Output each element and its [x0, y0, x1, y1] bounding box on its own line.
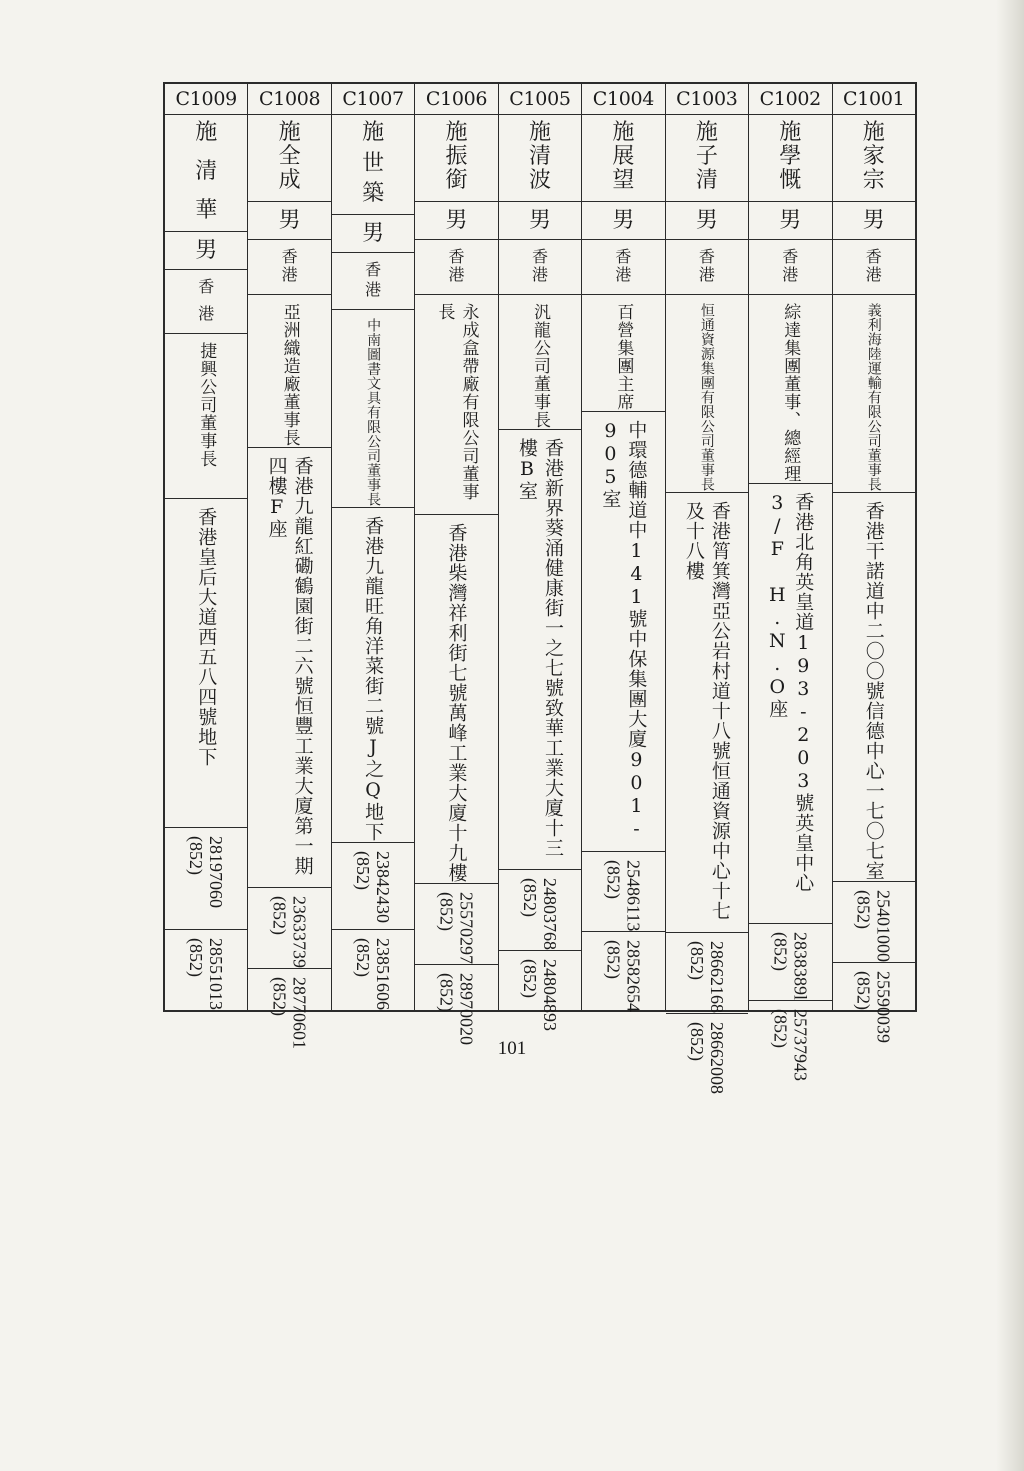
- fax-number: 28770601: [289, 977, 310, 1049]
- entry-telephone: [833, 881, 915, 962]
- name-character: 望: [612, 168, 635, 193]
- entry-address: [499, 429, 581, 869]
- entry-sex: 男: [332, 214, 414, 252]
- entry-name: [415, 114, 497, 201]
- entry-id: C1005: [509, 88, 571, 110]
- telephone-area-code: (852): [853, 889, 874, 929]
- name-character: 家: [862, 144, 885, 169]
- entry-job-title: [582, 294, 664, 411]
- place-character: 香: [198, 276, 215, 296]
- entry-name: [666, 114, 748, 201]
- entry-place: [248, 239, 330, 294]
- entry-fax: [248, 968, 330, 1049]
- telephone-number: 24803768: [539, 878, 560, 950]
- telephone-number: 23842430: [373, 850, 394, 923]
- address-text: 香港九龍旺角洋菜街二號J之Q地下: [362, 515, 385, 842]
- entry-telephone: [666, 932, 748, 1013]
- telephone-area-code: (852): [770, 932, 791, 971]
- entry-address: [582, 411, 664, 851]
- entry-job-title: [666, 294, 748, 492]
- name-character: 施: [862, 120, 885, 145]
- entry-name: [582, 114, 664, 201]
- entry-name: [499, 114, 581, 201]
- place-character: 港: [865, 265, 882, 284]
- entry-address: [165, 498, 247, 826]
- place-character: 港: [198, 303, 215, 323]
- entry-address: [332, 507, 414, 842]
- entry-sex: 男: [749, 201, 831, 239]
- entry-column: [748, 84, 831, 1082]
- place-character: 港: [615, 265, 632, 284]
- entry-telephone: [499, 869, 581, 950]
- address-text: 香港皇后大道西五八四號地下: [195, 507, 218, 768]
- name-character: 施: [278, 120, 301, 145]
- name-character: 華: [195, 197, 218, 223]
- name-character: 清: [695, 168, 718, 193]
- address-text: 香港北角英皇道193-203號英皇中心3/F H.N.O座: [766, 492, 815, 893]
- job-title-text: 亞洲織造廠董事長: [279, 303, 300, 447]
- place-character: 港: [531, 265, 548, 284]
- entry-column: [165, 84, 247, 1010]
- telephone-area-code: (852): [186, 835, 207, 875]
- telephone-area-code: (852): [519, 878, 540, 917]
- name-character: 施: [362, 120, 385, 145]
- address-text: 香港干諾道中二〇〇號信德中心一七〇七室: [862, 500, 885, 881]
- entry-address: [415, 514, 497, 883]
- name-character: 慨: [779, 168, 802, 193]
- name-character: 波: [528, 168, 551, 193]
- entry-telephone: [165, 827, 247, 929]
- fax-area-code: (852): [770, 1009, 791, 1049]
- name-character: 施: [195, 120, 218, 145]
- telephone-number: 23633739: [289, 896, 310, 968]
- fax-area-code: (852): [519, 959, 540, 998]
- entry-fax: [415, 964, 497, 1045]
- job-title-text: 義利海陸運輸有限公司董事長: [865, 303, 882, 492]
- entry-job-title: [833, 294, 915, 492]
- place-character: 香: [531, 247, 548, 266]
- entry-job-title: [415, 294, 497, 514]
- place-character: 港: [448, 265, 465, 284]
- fax-area-code: (852): [853, 970, 874, 1010]
- job-title-text: 恒通資源集團有限公司董事長: [698, 303, 715, 492]
- entry-place: [165, 269, 247, 333]
- fax-area-code: (852): [353, 938, 374, 977]
- place-character: 港: [782, 265, 799, 284]
- name-character: 振: [445, 144, 468, 169]
- entry-column: [414, 84, 497, 1045]
- entry-id: C1004: [592, 88, 655, 110]
- telephone-area-code: (852): [686, 940, 707, 980]
- entry-address: [248, 447, 330, 887]
- member-directory-table: [163, 82, 917, 1094]
- fax-area-code: (852): [186, 938, 207, 977]
- telephone-number: 28662168: [706, 940, 727, 1013]
- entry-name: [749, 114, 831, 201]
- job-title-text: 捷興公司董事長: [196, 341, 217, 468]
- fax-number: 28662008: [706, 1021, 727, 1094]
- fax-number: 28582654: [623, 940, 644, 1013]
- entry-sex: 男: [499, 201, 581, 239]
- entry-id: C1007: [342, 88, 404, 110]
- entry-id: C1002: [759, 88, 821, 110]
- fax-number: 24804893: [539, 959, 560, 1031]
- place-character: 香: [448, 247, 465, 266]
- entry-fax: [499, 950, 581, 1031]
- entry-column: [832, 84, 915, 1043]
- place-character: 香: [365, 260, 382, 280]
- entry-job-title: [165, 333, 247, 498]
- fax-number: 23851606: [373, 938, 394, 1010]
- entry-column: [331, 84, 414, 1010]
- fax-area-code: (852): [686, 1021, 707, 1061]
- entry-address: [833, 492, 915, 881]
- name-character: 施: [779, 120, 802, 145]
- address-text: 香港九龍紅磡鶴園街二六號恒豐工業大廈第一期四樓F座: [265, 456, 314, 876]
- entry-telephone: [749, 923, 831, 1000]
- entry-sex: 男: [833, 201, 915, 239]
- place-character: 港: [698, 265, 715, 284]
- address-text: 香港柴灣祥利街七號萬峰工業大廈十九樓: [445, 523, 468, 883]
- place-character: 香: [865, 247, 882, 266]
- job-title-text: 中南圖書文具有限公司董事長: [365, 318, 382, 507]
- entry-address: [749, 483, 831, 923]
- telephone-number: 25570297: [456, 892, 477, 964]
- job-title-text: 永成盒帶廠有限公司董事長: [434, 303, 479, 501]
- entry-sex: 男: [248, 201, 330, 239]
- name-character: 清: [195, 158, 218, 184]
- telephone-number: 2838389l: [790, 932, 811, 1001]
- place-character: 港: [365, 280, 382, 300]
- entry-column: [581, 84, 664, 1013]
- entry-id: C1008: [258, 88, 321, 110]
- telephone-number: 25486113: [623, 860, 644, 932]
- entry-job-title: [248, 294, 330, 447]
- address-text: 香港新界葵涌健康街一之七號致華工業大廈十三樓B室: [515, 438, 564, 858]
- fax-area-code: (852): [269, 977, 290, 1016]
- entry-place: [749, 239, 831, 294]
- name-character: 銜: [445, 168, 468, 193]
- name-character: 成: [278, 168, 301, 193]
- entry-column: [498, 84, 581, 1031]
- entry-sex: 男: [582, 201, 664, 239]
- entry-address: [666, 492, 748, 932]
- name-character: 子: [695, 144, 718, 169]
- entry-id: C1009: [175, 88, 237, 110]
- entry-telephone: [332, 842, 414, 929]
- telephone-area-code: (852): [269, 896, 290, 935]
- entry-column: [247, 84, 330, 1049]
- page-number: 101: [497, 1038, 527, 1059]
- entry-name: [833, 114, 915, 201]
- entry-id: C1001: [843, 88, 905, 110]
- entry-fax: [582, 931, 664, 1012]
- name-character: 全: [278, 144, 301, 169]
- name-character: 施: [695, 120, 718, 145]
- page-edge-shadow: [996, 0, 1024, 1471]
- entry-id: C1006: [425, 88, 488, 110]
- entry-place: [666, 239, 748, 294]
- job-title-text: 綜達集團董事、總經理: [780, 303, 801, 483]
- entry-sex: 男: [165, 231, 247, 269]
- entry-name: [332, 114, 414, 214]
- entry-telephone: [248, 887, 330, 968]
- entry-place: [499, 239, 581, 294]
- fax-number: 25590039: [873, 970, 894, 1043]
- entry-place: [415, 239, 497, 294]
- entry-job-title: [749, 294, 831, 483]
- entry-fax: [332, 929, 414, 1010]
- entry-place: [833, 239, 915, 294]
- name-character: 施: [528, 120, 551, 145]
- telephone-number: 25401000: [873, 889, 894, 962]
- entry-fax: [165, 929, 247, 1010]
- name-character: 築: [362, 181, 385, 207]
- fax-area-code: (852): [603, 940, 624, 980]
- telephone-area-code: (852): [603, 860, 624, 899]
- entry-column: [665, 84, 748, 1094]
- place-character: 港: [281, 265, 298, 284]
- entry-sex: 男: [666, 201, 748, 239]
- address-text: 中環德輔道中141號中保集團大廈901-905室: [599, 420, 648, 841]
- name-character: 宗: [862, 168, 885, 193]
- place-character: 香: [782, 247, 799, 266]
- place-character: 香: [281, 247, 298, 266]
- fax-number: 28970020: [456, 973, 477, 1045]
- name-character: 世: [362, 150, 385, 176]
- name-character: 施: [612, 120, 635, 145]
- place-character: 香: [615, 247, 632, 266]
- name-character: 展: [612, 144, 635, 169]
- entry-id: C1003: [676, 88, 738, 110]
- telephone-number: 28197060: [206, 835, 227, 908]
- fax-area-code: (852): [436, 973, 457, 1012]
- telephone-area-code: (852): [353, 850, 374, 890]
- name-character: 學: [779, 144, 802, 169]
- entry-job-title: [499, 294, 581, 429]
- entry-job-title: [332, 309, 414, 507]
- job-title-text: 百營集團主席: [613, 303, 634, 411]
- entry-name: [165, 114, 247, 231]
- name-character: 施: [445, 120, 468, 145]
- telephone-area-code: (852): [436, 892, 457, 931]
- fax-number: 25737943: [790, 1009, 811, 1082]
- address-text: 香港筲箕灣亞公岩村道十八號恒通資源中心十七及十八樓: [682, 500, 731, 921]
- fax-number: 28551013: [206, 938, 227, 1010]
- entry-place: [332, 252, 414, 309]
- entry-telephone: [415, 883, 497, 964]
- name-character: 清: [528, 144, 551, 169]
- job-title-text: 汎龍公司董事長: [529, 303, 550, 429]
- place-character: 香: [698, 247, 715, 266]
- entry-sex: 男: [415, 201, 497, 239]
- entry-fax: [833, 962, 915, 1043]
- entry-place: [582, 239, 664, 294]
- entry-telephone: [582, 851, 664, 931]
- entry-name: [248, 114, 330, 201]
